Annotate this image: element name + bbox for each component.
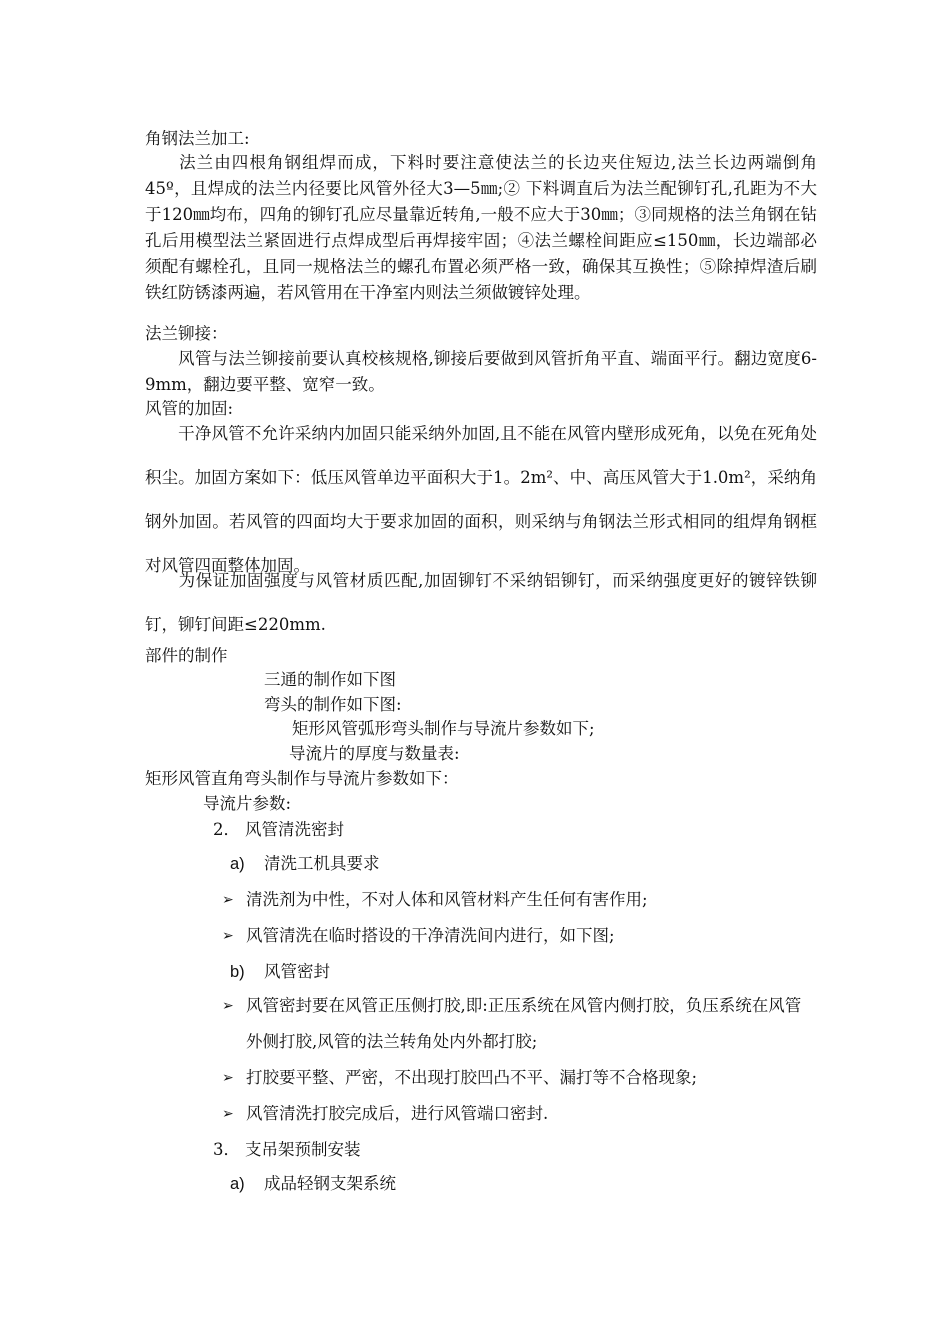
bullet-item: ➢ 清洗剂为中性，不对人体和风管材料产生任何有害作用;	[222, 890, 648, 909]
arrow-bullet-icon: ➢	[222, 892, 234, 908]
line-guide-vane-table: 导流片的厚度与数量表:	[289, 744, 460, 763]
paragraph-duct-reinforcement: 干净风管不允许采纳内加固只能采纳外加固,且不能在风管内壁形成死角，以免在死角处积尘。加固方案如下：低压风管单边平面积大于1。2m²、中、高压风管大于1.0m²，采纳角钢外加固。若风管的四面均大于要求加固的面积，则采纳与角钢法兰形式相同的组焊角钢框对风管四面整体加固。	[145, 424, 817, 575]
paragraph-flange-riveting: 风管与法兰铆接前要认真校核规格,铆接后要做到风管折角平直、端面平行。翻边宽度6-9mm，翻边要平整、宽窄一致。	[145, 349, 817, 394]
arrow-bullet-icon: ➢	[222, 1070, 234, 1086]
heading-duct-reinforcement: 风管的加固:	[145, 399, 234, 418]
bullet-item: ➢ 打胶要平整、严密，不出现打胶凹凸不平、漏打等不合格现象;	[222, 1068, 698, 1087]
section-3-heading: 3． 支吊架预制安装	[213, 1140, 361, 1159]
line-right-angle-elbow: 矩形风管直角弯头制作与导流片参数如下：	[145, 769, 459, 788]
paragraph-flange-processing: 法兰由四根角钢组焊而成，下料时要注意使法兰的长边夹住短边,法兰长边两端倒角45º，且焊成的法兰内径要比风管外径大3—5㎜;② 下料调直后为法兰配铆钉孔,孔距为不大于120㎜均布，四角的铆钉孔应尽量靠近转角,一般不应大于30㎜；③同规格的法兰角钢在钻孔后用模型法兰紧固进行点焊成型后再焊接牢固；④法兰螺栓间距应≤150㎜，长边端部必须配有螺栓孔，且同一规格法兰的螺孔布置必须严格一致，确保其互换性；⑤除掉焊渣后刷铁红防锈漆两遍，若风管用在干净室内则法兰须做镀锌处理。	[145, 153, 817, 302]
bullet-item: ➢ 风管密封要在风管正压侧打胶,即:正压系统在风管内侧打胶，负压系统在风管外侧打胶,风管的法兰转角处内外都打胶;	[222, 996, 802, 1051]
arrow-bullet-icon: ➢	[222, 1106, 234, 1122]
subsection-a-heading: a) 成品轻钢支架系统	[230, 1174, 396, 1193]
line-arc-elbow: 矩形风管弧形弯头制作与导流片参数如下;	[292, 719, 595, 738]
arrow-bullet-icon: ➢	[222, 998, 234, 1014]
heading-flange-riveting: 法兰铆接：	[145, 324, 228, 343]
section-2-heading: 2． 风管清洗密封	[213, 820, 344, 839]
paragraph-rivet-spec: 为保证加固强度与风管材质匹配,加固铆钉不采纳铝铆钉，而采纳强度更好的镀锌铁铆钉，铆钉间距≤220mm.	[145, 571, 817, 634]
line-tee-making: 三通的制作如下图	[264, 670, 396, 689]
subsection-b-heading: b) 风管密封	[230, 962, 330, 981]
bullet-item: ➢ 风管清洗打胶完成后，进行风管端口密封.	[222, 1104, 549, 1123]
line-guide-vane-params: 导流片参数:	[203, 794, 292, 813]
subsection-a-heading: a) 清洗工机具要求	[230, 854, 380, 873]
heading-component-making: 部件的制作	[145, 646, 228, 665]
bullet-item: ➢ 风管清洗在临时搭设的干净清洗间内进行，如下图;	[222, 926, 615, 945]
arrow-bullet-icon: ➢	[222, 928, 234, 944]
line-elbow-making: 弯头的制作如下图:	[264, 695, 402, 714]
heading-flange-processing: 角钢法兰加工:	[145, 129, 250, 148]
